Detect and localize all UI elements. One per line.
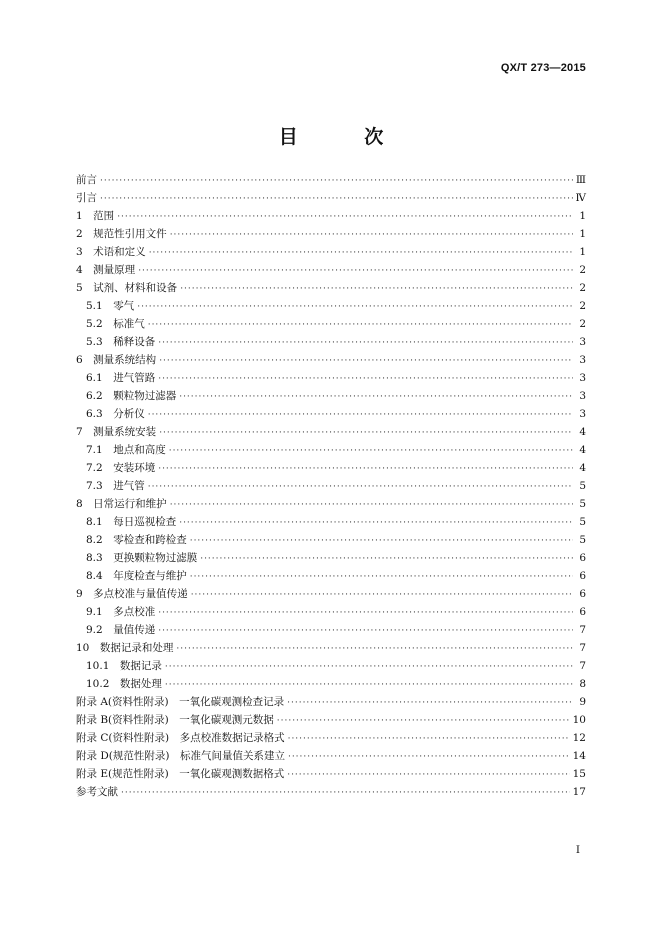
- toc-leader-dots: [137, 302, 573, 312]
- toc-entry[interactable]: [76, 532, 586, 550]
- toc-leader-dots: [159, 428, 573, 438]
- toc-entry[interactable]: [76, 262, 586, 280]
- toc-entry-label: 8 日常运行和维护: [76, 498, 167, 510]
- toc-leader-dots: [148, 482, 573, 492]
- toc-entry[interactable]: [76, 406, 586, 424]
- toc-entry-label: 7 测量系统安装: [76, 426, 157, 438]
- toc-entry[interactable]: [76, 280, 586, 298]
- toc-entry[interactable]: [76, 388, 586, 406]
- toc-entry-label: 附录 D(规范性附录) 标准气间量值关系建立: [76, 750, 285, 762]
- toc-leader-dots: [169, 446, 573, 456]
- toc-entry[interactable]: [76, 748, 586, 766]
- toc-entry-page: Ⅲ: [575, 174, 586, 186]
- toc-entry-page: 7: [579, 660, 586, 672]
- toc-entry-page: 5: [579, 498, 586, 510]
- toc-leader-dots: [288, 734, 570, 744]
- toc-entry[interactable]: [76, 442, 586, 460]
- toc-leader-dots: [100, 176, 573, 186]
- toc-entry-label: 引言: [76, 192, 97, 204]
- toc-entry-page: 1: [579, 246, 586, 258]
- toc-entry[interactable]: [76, 784, 586, 802]
- toc-entry-page: 6: [579, 552, 586, 564]
- toc-entry[interactable]: [76, 568, 586, 586]
- toc-entry-page: 5: [579, 534, 586, 546]
- toc-entry[interactable]: [76, 370, 586, 388]
- toc-entry[interactable]: [76, 730, 586, 748]
- toc-entry-page: 3: [579, 336, 586, 348]
- toc-entry-page: 10: [572, 714, 586, 726]
- toc-entry-page: 6: [579, 606, 586, 618]
- toc-leader-dots: [121, 788, 570, 798]
- toc-entry-page: 2: [579, 300, 586, 312]
- toc-leader-dots: [287, 698, 573, 708]
- toc-entry-label: 6 测量系统结构: [76, 354, 157, 366]
- toc-leader-dots: [158, 464, 573, 474]
- toc-leader-dots: [159, 356, 573, 366]
- toc-entry-page: 8: [579, 678, 586, 690]
- toc-entry-page: 3: [579, 408, 586, 420]
- toc-leader-dots: [287, 770, 569, 780]
- toc-leader-dots: [176, 644, 573, 654]
- toc-entry-page: 4: [579, 444, 586, 456]
- table-of-contents: [76, 172, 586, 802]
- toc-entry-page: 14: [572, 750, 586, 762]
- toc-leader-dots: [158, 374, 573, 384]
- toc-entry-label: 参考文献: [76, 786, 118, 798]
- toc-entry[interactable]: [76, 586, 586, 604]
- standard-code: QX/T 273—2015: [500, 62, 586, 74]
- toc-entry-page: 5: [579, 516, 586, 528]
- toc-entry[interactable]: [76, 712, 586, 730]
- toc-entry[interactable]: [76, 694, 586, 712]
- toc-entry[interactable]: [76, 226, 586, 244]
- toc-entry-label: 7.2 安装环境: [86, 462, 156, 474]
- toc-leader-dots: [117, 212, 573, 222]
- toc-entry-page: 6: [579, 570, 586, 582]
- toc-entry-label: 2 规范性引用文件: [76, 228, 167, 240]
- toc-entry[interactable]: [76, 352, 586, 370]
- toc-entry-label: 3 术语和定义: [76, 246, 146, 258]
- toc-leader-dots: [170, 500, 573, 510]
- toc-entry[interactable]: [76, 190, 586, 208]
- toc-entry[interactable]: [76, 622, 586, 640]
- toc-entry-page: 3: [579, 372, 586, 384]
- toc-entry[interactable]: [76, 460, 586, 478]
- toc-leader-dots: [165, 662, 573, 672]
- toc-entry[interactable]: [76, 208, 586, 226]
- toc-entry[interactable]: [76, 658, 586, 676]
- toc-entry-label: 6.1 进气管路: [86, 372, 156, 384]
- toc-entry-label: 10.1 数据记录: [86, 660, 162, 672]
- toc-entry-page: 5: [579, 480, 586, 492]
- toc-entry-label: 6.2 颗粒物过滤器: [86, 390, 177, 402]
- toc-leader-dots: [165, 680, 573, 690]
- toc-leader-dots: [149, 248, 573, 258]
- toc-entry-label: 附录 E(规范性附录) 一氧化碳观测数据格式: [76, 768, 285, 780]
- toc-entry-label: 附录 C(资料性附录) 多点校准数据记录格式: [76, 732, 285, 744]
- toc-entry-label: 9.1 多点校准: [86, 606, 156, 618]
- toc-entry-label: 前言: [76, 174, 97, 186]
- toc-entry[interactable]: [76, 172, 586, 190]
- toc-entry-page: 1: [579, 210, 586, 222]
- toc-leader-dots: [191, 590, 573, 600]
- toc-entry-page: 7: [579, 642, 586, 654]
- toc-entry[interactable]: [76, 478, 586, 496]
- toc-leader-dots: [158, 626, 573, 636]
- toc-leader-dots: [190, 536, 573, 546]
- toc-leader-dots: [100, 194, 573, 204]
- toc-leader-dots: [170, 230, 573, 240]
- page-number: I: [575, 844, 580, 856]
- toc-entry-page: 3: [579, 354, 586, 366]
- toc-entry-page: 7: [579, 624, 586, 636]
- toc-entry-label: 8.3 更换颗粒物过滤膜: [86, 552, 198, 564]
- toc-entry-page: 12: [572, 732, 586, 744]
- toc-entry[interactable]: [76, 604, 586, 622]
- toc-entry[interactable]: [76, 244, 586, 262]
- toc-leader-dots: [288, 752, 570, 762]
- toc-entry[interactable]: [76, 316, 586, 334]
- toc-entry-label: 7.1 地点和高度: [86, 444, 166, 456]
- toc-entry-label: 6.3 分析仪: [86, 408, 145, 420]
- toc-entry-label: 10 数据记录和处理: [76, 642, 174, 654]
- toc-entry-label: 9.2 量值传递: [86, 624, 156, 636]
- toc-leader-dots: [200, 554, 573, 564]
- toc-entry-page: Ⅳ: [575, 192, 586, 204]
- toc-entry[interactable]: [76, 766, 586, 784]
- toc-entry-label: 1 范围: [76, 210, 115, 222]
- toc-entry-page: 4: [579, 426, 586, 438]
- toc-entry[interactable]: [76, 550, 586, 568]
- toc-entry-label: 10.2 数据处理: [86, 678, 162, 690]
- toc-entry-page: 9: [579, 696, 586, 708]
- toc-leader-dots: [180, 284, 573, 294]
- toc-entry-page: 17: [572, 786, 586, 798]
- toc-entry-page: 4: [579, 462, 586, 474]
- toc-entry-label: 附录 A(资料性附录) 一氧化碳观测检查记录: [76, 696, 285, 708]
- toc-entry[interactable]: [76, 496, 586, 514]
- toc-entry-page: 2: [579, 264, 586, 276]
- toc-entry-label: 5.1 零气: [86, 300, 135, 312]
- toc-entry[interactable]: [76, 298, 586, 316]
- toc-entry[interactable]: [76, 676, 586, 694]
- toc-leader-dots: [158, 338, 573, 348]
- toc-leader-dots: [148, 320, 573, 330]
- toc-entry-label: 5.3 稀释设备: [86, 336, 156, 348]
- toc-leader-dots: [190, 572, 573, 582]
- toc-entry[interactable]: [76, 514, 586, 532]
- toc-leader-dots: [179, 392, 573, 402]
- toc-entry-page: 1: [579, 228, 586, 240]
- page-title: 目 次: [278, 126, 414, 148]
- toc-entry-label: 7.3 进气管: [86, 480, 145, 492]
- toc-leader-dots: [138, 266, 573, 276]
- toc-entry[interactable]: [76, 640, 586, 658]
- toc-entry-label: 附录 B(资料性附录) 一氧化碳观测元数据: [76, 714, 274, 726]
- toc-entry-page: 6: [579, 588, 586, 600]
- toc-entry-label: 8.4 年度检查与维护: [86, 570, 187, 582]
- toc-entry-page: 2: [579, 318, 586, 330]
- toc-leader-dots: [148, 410, 573, 420]
- toc-leader-dots: [277, 716, 570, 726]
- toc-entry-label: 4 测量原理: [76, 264, 136, 276]
- toc-entry-page: 15: [572, 768, 586, 780]
- toc-entry-label: 9 多点校准与量值传递: [76, 588, 188, 600]
- toc-entry-label: 8.1 每日巡视检查: [86, 516, 177, 528]
- toc-entry[interactable]: [76, 334, 586, 352]
- toc-entry-label: 5 试剂、材料和设备: [76, 282, 178, 294]
- toc-entry-label: 5.2 标准气: [86, 318, 145, 330]
- toc-leader-dots: [158, 608, 573, 618]
- toc-entry-page: 3: [579, 390, 586, 402]
- toc-entry[interactable]: [76, 424, 586, 442]
- toc-entry-page: 2: [579, 282, 586, 294]
- toc-leader-dots: [179, 518, 573, 528]
- toc-entry-label: 8.2 零检查和跨检查: [86, 534, 187, 546]
